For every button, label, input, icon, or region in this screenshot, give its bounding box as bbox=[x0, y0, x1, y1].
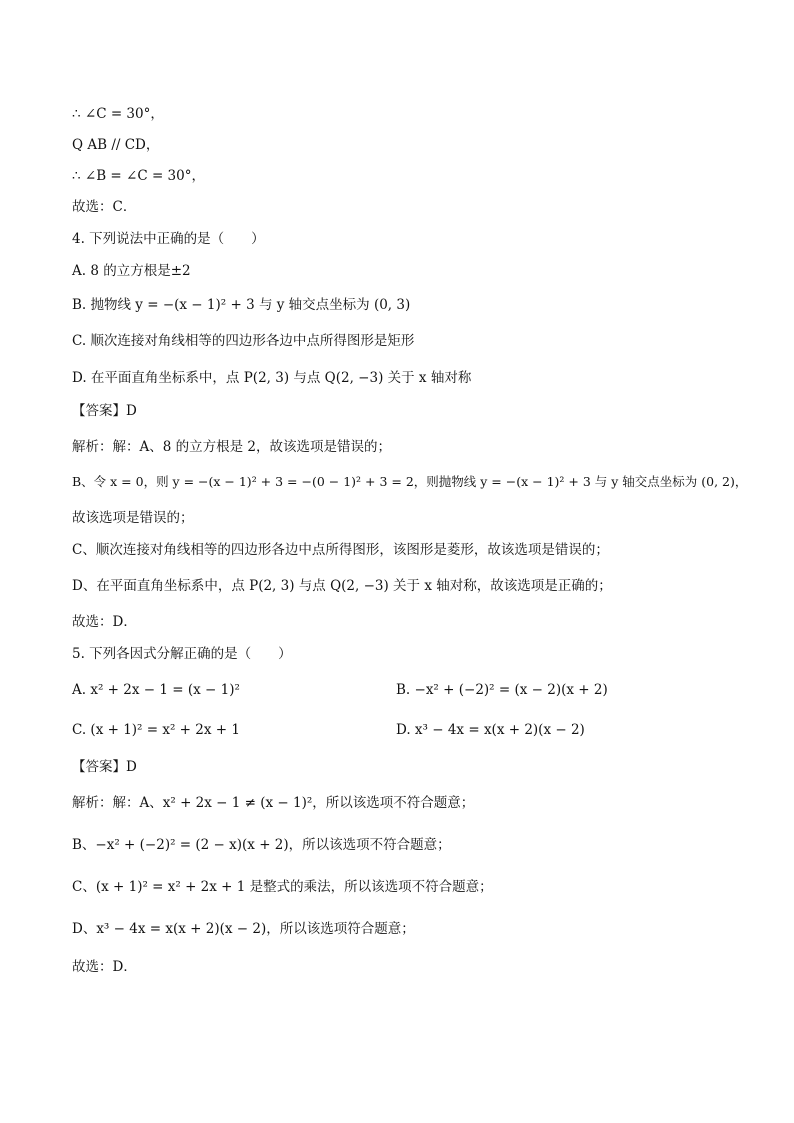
q5-option-c: C. (x + 1)² = x² + 2x + 1 bbox=[72, 722, 240, 738]
q5-analysis-a: 解析：解：A、x² + 2x − 1 ≠ (x − 1)²，所以该选项不符合题意； bbox=[72, 795, 475, 811]
q4-option-d: D. 在平面直角坐标系中，点 P(2, 3) 与点 Q(2, −3) 关于 x 轴对称 bbox=[72, 370, 472, 386]
q4-answer-choice: 故选：D． bbox=[72, 614, 137, 630]
q4-option-c: C. 顺次连接对角线相等的四边形各边中点所得图形是矩形 bbox=[72, 333, 415, 349]
line-angle-c: ∴ ∠C = 30°， bbox=[72, 106, 164, 122]
q4-analysis-b: B、令 x = 0，则 y = −(x − 1)² + 3 = −(0 − 1)² + 3 = 2，则抛物线 y = −(x − 1)² + 3 与 y 轴交点坐标为 (0, 2)， bbox=[72, 474, 748, 489]
q5-analysis-c: C、(x + 1)² = x² + 2x + 1 是整式的乘法，所以该选项不符合题意； bbox=[72, 879, 493, 895]
q5-answer-choice: 故选：D． bbox=[72, 959, 137, 975]
q4-answer: 【答案】D bbox=[72, 403, 137, 419]
line-ab-parallel-cd: Q AB // CD， bbox=[72, 137, 160, 153]
q5-analysis-b: B、−x² + (−2)² = (2 − x)(x + 2)，所以该选项不符合题意； bbox=[72, 837, 451, 853]
q4-option-a: A. 8 的立方根是±2 bbox=[72, 263, 191, 279]
q5-option-b: B. −x² + (−2)² = (x − 2)(x + 2) bbox=[396, 682, 608, 698]
q5-option-a: A. x² + 2x − 1 = (x − 1)² bbox=[72, 682, 240, 698]
q4-stem: 4. 下列说法中正确的是（ ） bbox=[72, 231, 265, 247]
q3-answer-choice: 故选：C． bbox=[72, 199, 137, 215]
q5-stem: 5. 下列各因式分解正确的是（ ） bbox=[72, 646, 292, 662]
q5-option-d: D. x³ − 4x = x(x + 2)(x − 2) bbox=[396, 722, 585, 738]
q4-analysis-d: D、在平面直角坐标系中，点 P(2, 3) 与点 Q(2, −3) 关于 x 轴对称，故该选项是正确的； bbox=[72, 578, 612, 594]
q4-analysis-c: C、顺次连接对角线相等的四边形各边中点所得图形，该图形是菱形，故该选项是错误的； bbox=[72, 542, 609, 558]
q4-analysis-b-cont: 故该选项是错误的； bbox=[72, 510, 194, 526]
q4-option-b: B. 抛物线 y = −(x − 1)² + 3 与 y 轴交点坐标为 (0, 3) bbox=[72, 297, 411, 313]
q5-answer: 【答案】D bbox=[72, 759, 137, 775]
q5-analysis-d: D、x³ − 4x = x(x + 2)(x − 2)，所以该选项符合题意； bbox=[72, 921, 415, 937]
q4-analysis-a: 解析：解：A、8 的立方根是 2，故该选项是错误的； bbox=[72, 439, 392, 455]
line-angle-b-equals-c: ∴ ∠B = ∠C = 30°， bbox=[72, 168, 205, 184]
